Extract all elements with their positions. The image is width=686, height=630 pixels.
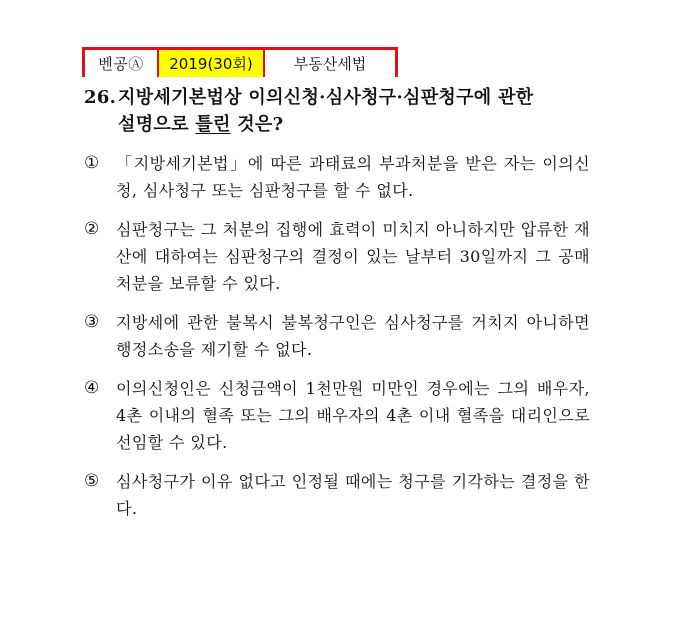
question-line-2 [84, 111, 604, 138]
option-marker: ④ [84, 378, 100, 398]
option-text: 지방세에 관한 불복시 불복청구인은 심사청구를 거치지 아니하면 행정소송을 제기할 수 없다. [116, 313, 590, 359]
question-text-line-2a: 설명으로 [118, 114, 196, 135]
exam-year-round: 2019(30회) [159, 50, 265, 77]
option-text: 심사청구가 이유 없다고 인정될 때에는 청구를 기각하는 결정을 한다. [116, 472, 590, 518]
option-5[interactable] [84, 468, 590, 522]
option-marker: ⑤ [84, 471, 100, 491]
option-marker: ③ [84, 312, 100, 332]
option-3[interactable] [84, 309, 590, 363]
option-2[interactable] [84, 216, 590, 297]
exam-source-label: 벤공Ⓐ [85, 50, 159, 77]
option-4[interactable] [84, 375, 590, 456]
question-number: 26. [84, 87, 117, 108]
answer-options [84, 150, 590, 534]
option-text: 「지방세기본법」에 따른 과태료의 부과처분을 받은 자는 이의신청, 심사청구 또는 심판청구를 할 수 없다. [116, 154, 590, 200]
option-text: 이의신청인은 신청금액이 1천만원 미만인 경우에는 그의 배우자, 4촌 이내의 혈족 또는 그의 배우자의 4촌 이내 혈족을 대리인으로 선임할 수 있다. [116, 379, 590, 452]
question-line-1 [84, 84, 604, 111]
question-stem [84, 84, 604, 138]
exam-subject: 부동산세법 [293, 55, 367, 73]
question-text-line-1: 지방세기본법상 이의신청·심사청구·심판청구에 관한 [118, 87, 534, 108]
option-text: 심판청구는 그 처분의 집행에 효력이 미치지 아니하지만 압류한 재산에 대하여는 심판청구의 결정이 있는 날부터 30일까지 그 공매처분을 보류할 수 있다. [116, 220, 590, 293]
option-marker: ① [84, 153, 100, 173]
question-emphasis-wrong: 틀린 [195, 114, 231, 135]
option-1[interactable] [84, 150, 590, 204]
question-text-line-2b: 것은? [230, 114, 284, 135]
option-marker: ② [84, 219, 100, 239]
exam-source-header [82, 47, 398, 77]
